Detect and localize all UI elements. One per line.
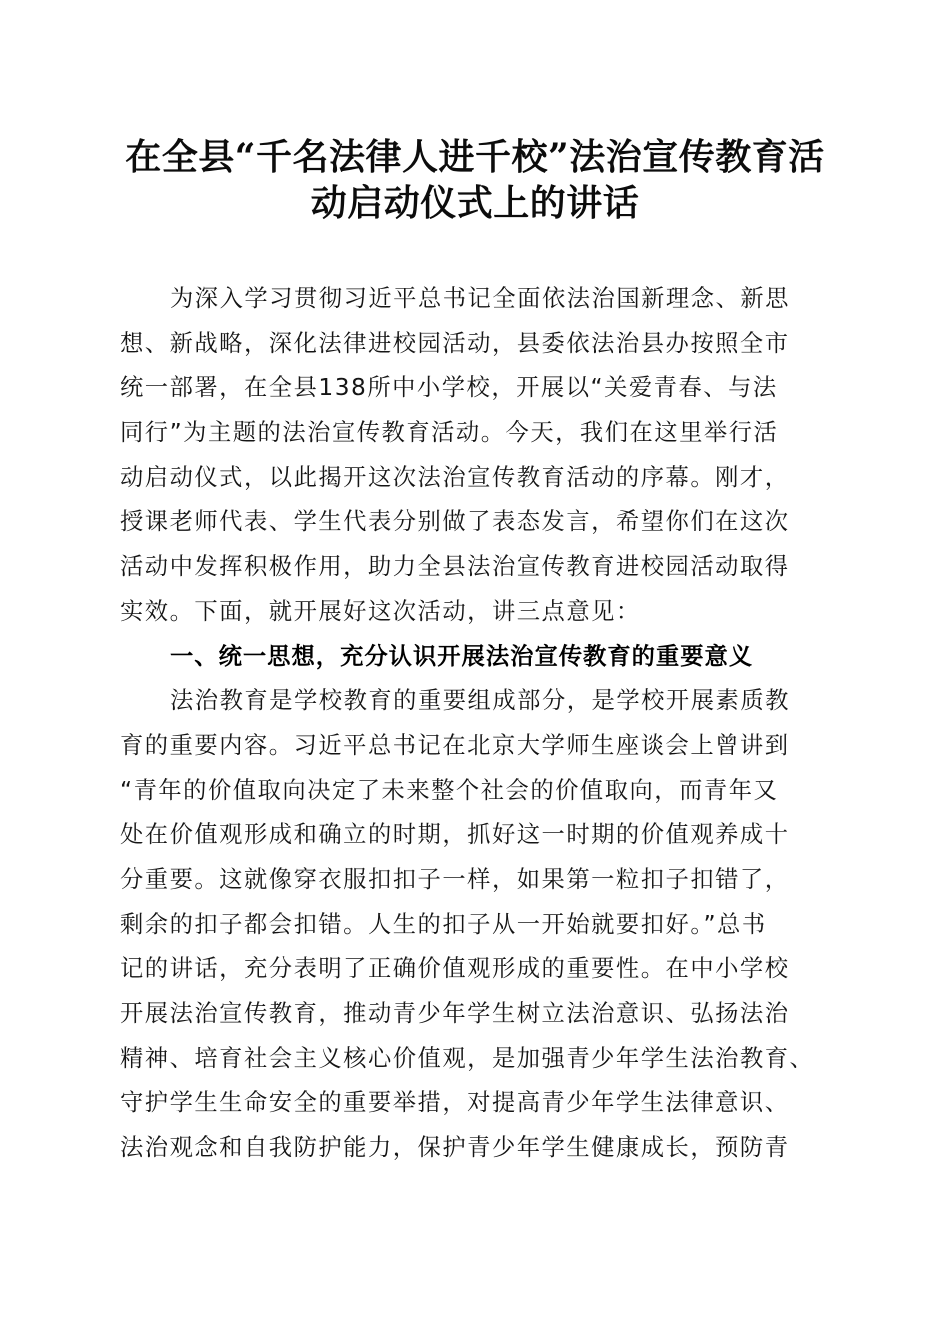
text-line: 处在价值观形成和确立的时期，抓好这一时期的价值观养成十 (120, 821, 790, 849)
text-line: 法治教育是学校教育的重要组成部分，是学校开展素质教 (170, 687, 790, 715)
document-body (120, 277, 840, 1171)
section-heading: 一、统一思想，充分认识开展法治宣传教育的重要意义 (170, 642, 754, 670)
text-line: 守护学生生命安全的重要举措，对提高青少年学生法律意识、 (120, 1089, 790, 1117)
text-line: “青年的价值取向决定了未来整个社会的价值取向，而青年又 (120, 776, 779, 804)
text-line: 统一部署，在全县138所中小学校，开展以“关爱青春、与法 (120, 374, 778, 402)
text-line: 同行”为主题的法治宣传教育活动。今天，我们在这里举行活 (120, 419, 779, 447)
text-line: 实效。下面，就开展好这次活动，讲三点意见： (120, 597, 641, 625)
title-line: 在全县“千名法律人进千校”法治宣传教育活 (125, 136, 825, 178)
text-line: 精神、培育社会主义核心价值观，是加强青少年学生法治教育、 (120, 1044, 815, 1072)
text-line: 法治观念和自我防护能力，保护青少年学生健康成长，预防青 (120, 1134, 790, 1162)
document-title (60, 134, 890, 226)
text-line: 想、新战略，深化法律进校园活动，县委依法治县办按照全市 (120, 329, 790, 357)
text-line: 动启动仪式，以此揭开这次法治宣传教育活动的序幕。刚才， (120, 463, 790, 491)
title-line: 动启动仪式上的讲话 (310, 182, 640, 224)
paragraph-intro (120, 277, 840, 635)
paragraph-section1 (120, 679, 840, 1171)
text-line: 开展法治宣传教育，推动青少年学生树立法治意识、弘扬法治 (120, 1000, 790, 1027)
text-line: 记的讲话，充分表明了正确价值观形成的重要性。在中小学校 (120, 955, 790, 983)
text-line: 剩余的扣子都会扣错。人生的扣子从一开始就要扣好。”总书 (120, 910, 767, 938)
text-line: 活动中发挥积极作用，助力全县法治宣传教育进校园活动取得 (120, 553, 790, 581)
text-line: 育的重要内容。习近平总书记在北京大学师生座谈会上曾讲到 (120, 731, 790, 759)
text-line: 为深入学习贯彻习近平总书记全面依法治国新理念、新思 (170, 285, 790, 312)
text-line: 分重要。这就像穿衣服扣扣子一样，如果第一粒扣子扣错了， (120, 865, 790, 893)
text-line: 授课老师代表、学生代表分别做了表态发言，希望你们在这次 (120, 508, 790, 536)
